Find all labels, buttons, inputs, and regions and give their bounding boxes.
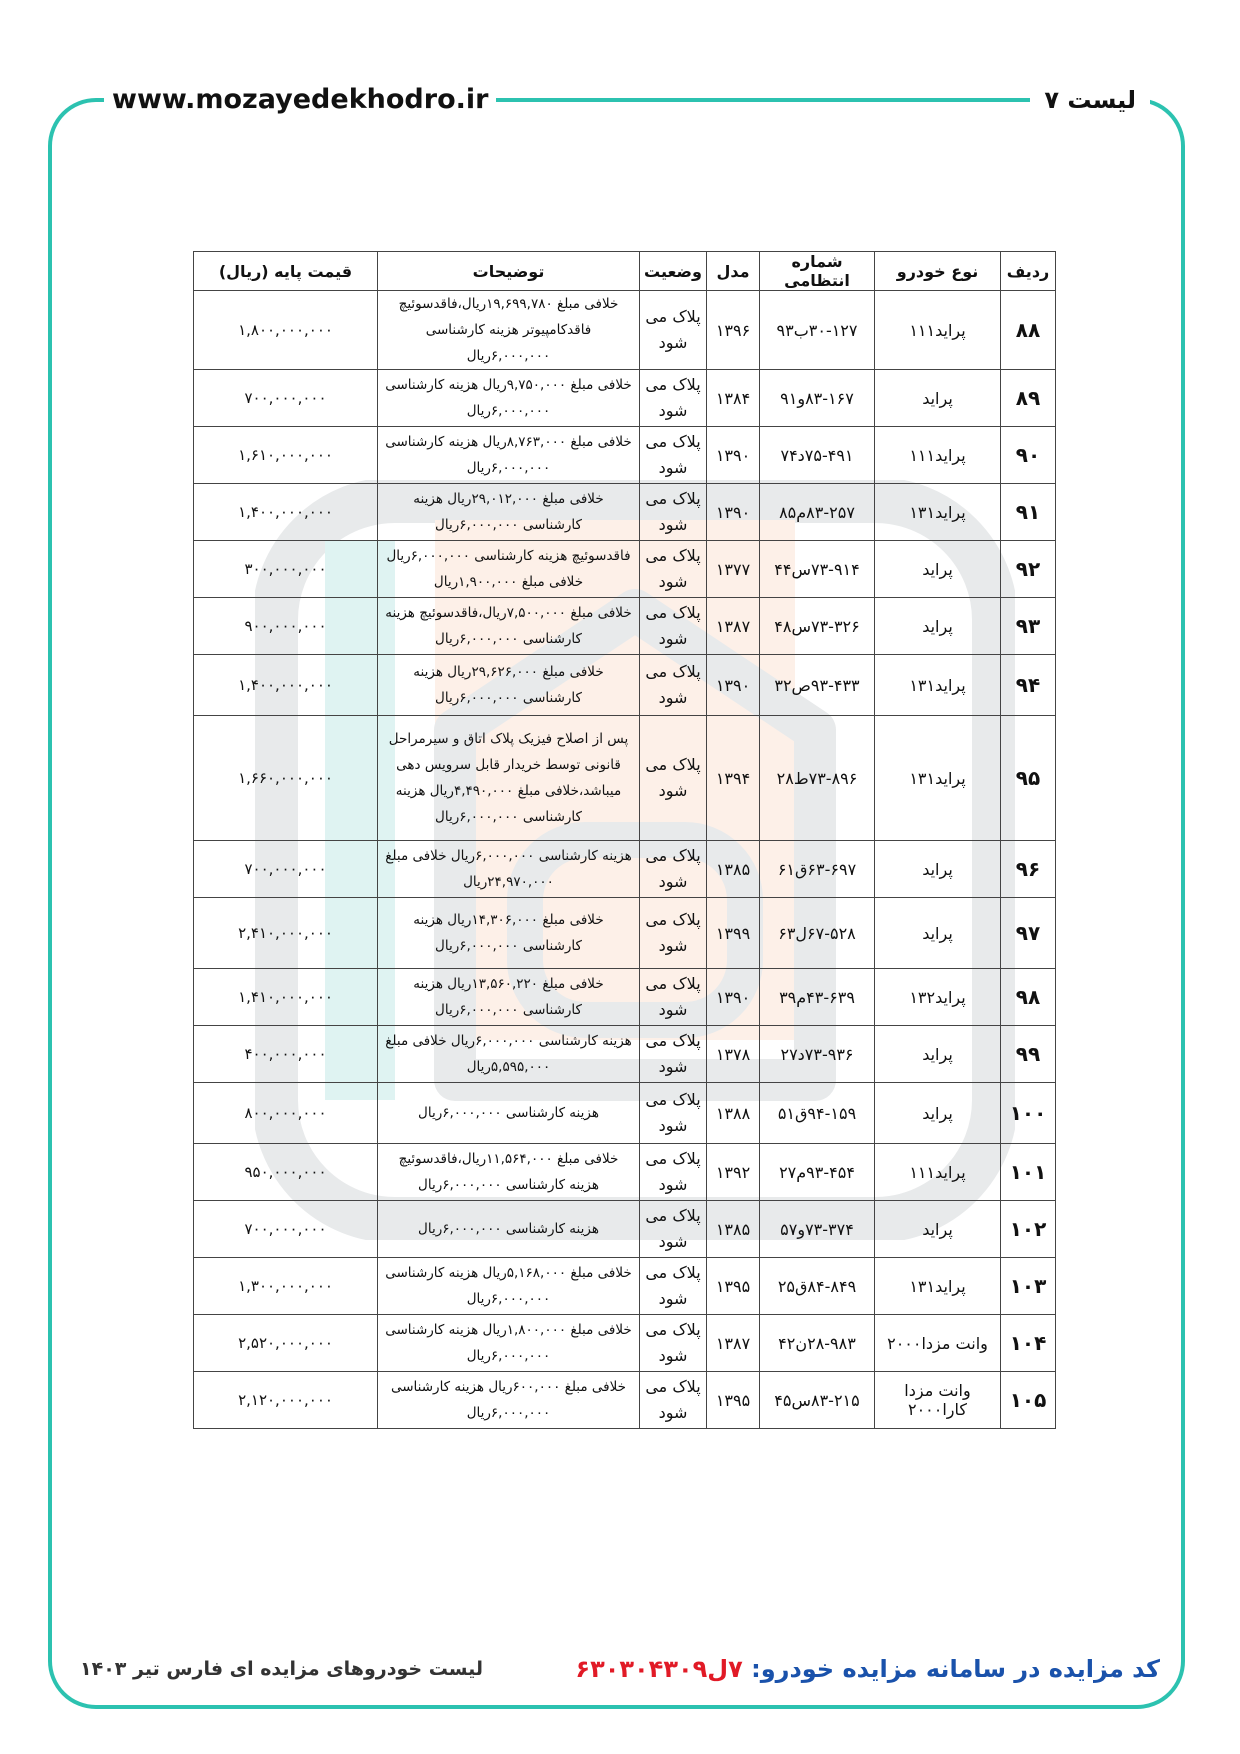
vehicle-type-cell: پراید	[875, 1201, 1001, 1258]
model-year-cell: ۱۳۹۵	[707, 1372, 760, 1429]
col-header-row-number: ردیف	[1001, 252, 1056, 291]
row-number-cell: ۹۹	[1001, 1026, 1056, 1083]
website-url[interactable]: www.mozayedekhodro.ir	[104, 80, 496, 120]
row-number-cell: ۹۴	[1001, 655, 1056, 716]
status-cell: پلاک می شود	[640, 969, 707, 1026]
base-price-cell: ۲,۵۲۰,۰۰۰,۰۰۰	[194, 1315, 378, 1372]
model-year-cell: ۱۳۹۴	[707, 716, 760, 841]
status-cell: پلاک می شود	[640, 541, 707, 598]
description-cell: هزینه کارشناسی ۶,۰۰۰,۰۰۰ریال	[378, 1083, 640, 1144]
table-row	[194, 655, 1056, 716]
table-row	[194, 541, 1056, 598]
row-number-cell: ۹۸	[1001, 969, 1056, 1026]
plate-number-cell: ۹۳-۴۵۴م۲۷	[760, 1144, 875, 1201]
vehicle-type-cell: پراید	[875, 370, 1001, 427]
table-row	[194, 898, 1056, 969]
status-cell: پلاک می شود	[640, 1258, 707, 1315]
status-cell: پلاک می شود	[640, 370, 707, 427]
vehicle-type-cell: پراید۱۳۱	[875, 1258, 1001, 1315]
table-row	[194, 291, 1056, 370]
description-cell: خلافی مبلغ ۲۹,۶۲۶,۰۰۰ریال هزینه کارشناسی ۶,۰۰۰,۰۰۰ریال	[378, 655, 640, 716]
vehicle-type-cell: پراید۱۳۲	[875, 969, 1001, 1026]
plate-number-cell: ۶۳-۶۹۷ق۶۱	[760, 841, 875, 898]
auction-code-value: ۷ل۶۳۰۳۰۴۳۰۹	[575, 1655, 743, 1683]
description-cell: هزینه کارشناسی ۶,۰۰۰,۰۰۰ریال خلافی مبلغ ۲۴,۹۷۰,۰۰۰ریال	[378, 841, 640, 898]
plate-number-cell: ۹۳-۴۳۳ص۳۲	[760, 655, 875, 716]
status-cell: پلاک می شود	[640, 898, 707, 969]
description-cell: خلافی مبلغ ۱۱,۵۶۴,۰۰۰ریال،فاقدسوئیچ هزینه کارشناسی ۶,۰۰۰,۰۰۰ریال	[378, 1144, 640, 1201]
table-header-row	[194, 252, 1056, 291]
table-row	[194, 598, 1056, 655]
status-cell: پلاک می شود	[640, 1372, 707, 1429]
vehicle-type-cell: پراید	[875, 1083, 1001, 1144]
base-price-cell: ۱,۶۶۰,۰۰۰,۰۰۰	[194, 716, 378, 841]
description-cell: هزینه کارشناسی ۶,۰۰۰,۰۰۰ریال خلافی مبلغ ۵,۵۹۵,۰۰۰ریال	[378, 1026, 640, 1083]
table-row	[194, 427, 1056, 484]
model-year-cell: ۱۳۸۷	[707, 1315, 760, 1372]
table-row	[194, 1083, 1056, 1144]
table-row	[194, 1201, 1056, 1258]
vehicle-type-cell: پراید۱۱۱	[875, 291, 1001, 370]
status-cell: پلاک می شود	[640, 1315, 707, 1372]
list-title: لیست خودروهای مزایده ای فارس تیر ۱۴۰۳	[80, 1658, 484, 1680]
row-number-cell: ۸۹	[1001, 370, 1056, 427]
base-price-cell: ۱,۴۰۰,۰۰۰,۰۰۰	[194, 655, 378, 716]
row-number-cell: ۸۸	[1001, 291, 1056, 370]
base-price-cell: ۱,۸۰۰,۰۰۰,۰۰۰	[194, 291, 378, 370]
list-number: لیست ۷	[1030, 80, 1150, 120]
model-year-cell: ۱۳۹۰	[707, 427, 760, 484]
model-year-cell: ۱۳۷۸	[707, 1026, 760, 1083]
base-price-cell: ۷۰۰,۰۰۰,۰۰۰	[194, 370, 378, 427]
table-row	[194, 716, 1056, 841]
plate-number-cell: ۲۸-۹۸۳ن۴۲	[760, 1315, 875, 1372]
status-cell: پلاک می شود	[640, 291, 707, 370]
vehicle-type-cell: پراید۱۳۱	[875, 655, 1001, 716]
table-row	[194, 1315, 1056, 1372]
plate-number-cell: ۷۳-۸۹۶ط۲۸	[760, 716, 875, 841]
status-cell: پلاک می شود	[640, 1026, 707, 1083]
base-price-cell: ۲,۱۲۰,۰۰۰,۰۰۰	[194, 1372, 378, 1429]
vehicle-type-cell: پراید	[875, 541, 1001, 598]
vehicle-type-cell: پراید	[875, 841, 1001, 898]
vehicle-type-cell: وانت مزدا۲۰۰۰	[875, 1315, 1001, 1372]
plate-number-cell: ۷۳-۹۱۴س۴۴	[760, 541, 875, 598]
row-number-cell: ۱۰۲	[1001, 1201, 1056, 1258]
vehicle-type-cell: پراید۱۱۱	[875, 427, 1001, 484]
col-header-vehicle-type: نوع خودرو	[875, 252, 1001, 291]
plate-number-cell: ۸۳-۲۵۷م۸۵	[760, 484, 875, 541]
row-number-cell: ۹۳	[1001, 598, 1056, 655]
plate-number-cell: ۹۴-۱۵۹ق۵۱	[760, 1083, 875, 1144]
description-cell: خلافی مبلغ ۹,۷۵۰,۰۰۰ریال هزینه کارشناسی ۶,۰۰۰,۰۰۰ریال	[378, 370, 640, 427]
description-cell: خلافی مبلغ ۸,۷۶۳,۰۰۰ریال هزینه کارشناسی ۶,۰۰۰,۰۰۰ریال	[378, 427, 640, 484]
col-header-plate-number: شماره انتظامی	[760, 252, 875, 291]
model-year-cell: ۱۳۸۵	[707, 841, 760, 898]
base-price-cell: ۱,۶۱۰,۰۰۰,۰۰۰	[194, 427, 378, 484]
description-cell: خلافی مبلغ ۵,۱۶۸,۰۰۰ریال هزینه کارشناسی ۶,۰۰۰,۰۰۰ریال	[378, 1258, 640, 1315]
description-cell: خلافی مبلغ ۷,۵۰۰,۰۰۰ریال،فاقدسوئیچ هزینه کارشناسی ۶,۰۰۰,۰۰۰ریال	[378, 598, 640, 655]
description-cell: هزینه کارشناسی ۶,۰۰۰,۰۰۰ریال	[378, 1201, 640, 1258]
description-cell: خلافی مبلغ ۱۴,۳۰۶,۰۰۰ریال هزینه کارشناسی ۶,۰۰۰,۰۰۰ریال	[378, 898, 640, 969]
col-header-description: توضیحات	[378, 252, 640, 291]
table-row	[194, 1026, 1056, 1083]
row-number-cell: ۹۶	[1001, 841, 1056, 898]
vehicle-type-cell: پراید۱۳۱	[875, 716, 1001, 841]
base-price-cell: ۷۰۰,۰۰۰,۰۰۰	[194, 1201, 378, 1258]
description-cell: خلافی مبلغ ۶۰۰,۰۰۰ریال هزینه کارشناسی ۶,۰۰۰,۰۰۰ریال	[378, 1372, 640, 1429]
status-cell: پلاک می شود	[640, 1144, 707, 1201]
base-price-cell: ۷۰۰,۰۰۰,۰۰۰	[194, 841, 378, 898]
row-number-cell: ۱۰۱	[1001, 1144, 1056, 1201]
base-price-cell: ۱,۴۱۰,۰۰۰,۰۰۰	[194, 969, 378, 1026]
row-number-cell: ۱۰۰	[1001, 1083, 1056, 1144]
model-year-cell: ۱۳۹۰	[707, 969, 760, 1026]
description-cell: خلافی مبلغ ۱۹,۶۹۹,۷۸۰ریال،فاقدسوئیچ فاقدکامپیوتر هزینه کارشناسی ۶,۰۰۰,۰۰۰ریال	[378, 291, 640, 370]
model-year-cell: ۱۳۹۹	[707, 898, 760, 969]
description-cell: پس از اصلاح فیزیک پلاک اتاق و سیرمراحل قانونی توسط خریدار قابل سرویس دهی میباشد،خلافی مبلغ ۴,۴۹۰,۰۰۰ریال هزینه کارشناسی ۶,۰۰۰,۰۰۰ریال	[378, 716, 640, 841]
model-year-cell: ۱۳۸۴	[707, 370, 760, 427]
description-cell: خلافی مبلغ ۱۳,۵۶۰,۲۲۰ریال هزینه کارشناسی ۶,۰۰۰,۰۰۰ریال	[378, 969, 640, 1026]
row-number-cell: ۹۷	[1001, 898, 1056, 969]
base-price-cell: ۱,۳۰۰,۰۰۰,۰۰۰	[194, 1258, 378, 1315]
auction-table	[193, 251, 1056, 1429]
base-price-cell: ۸۰۰,۰۰۰,۰۰۰	[194, 1083, 378, 1144]
plate-number-cell: ۴۳-۶۳۹م۳۹	[760, 969, 875, 1026]
model-year-cell: ۱۳۹۶	[707, 291, 760, 370]
description-cell: خلافی مبلغ ۱,۸۰۰,۰۰۰ریال هزینه کارشناسی ۶,۰۰۰,۰۰۰ریال	[378, 1315, 640, 1372]
row-number-cell: ۹۰	[1001, 427, 1056, 484]
plate-number-cell: ۷۵-۴۹۱د۷۴	[760, 427, 875, 484]
model-year-cell: ۱۳۷۷	[707, 541, 760, 598]
model-year-cell: ۱۳۹۲	[707, 1144, 760, 1201]
plate-number-cell: ۸۳-۱۶۷و۹۱	[760, 370, 875, 427]
col-header-status: وضعیت	[640, 252, 707, 291]
status-cell: پلاک می شود	[640, 598, 707, 655]
base-price-cell: ۲,۴۱۰,۰۰۰,۰۰۰	[194, 898, 378, 969]
model-year-cell: ۱۳۹۵	[707, 1258, 760, 1315]
plate-number-cell: ۷۳-۹۳۶د۲۷	[760, 1026, 875, 1083]
auction-code	[575, 1655, 1160, 1683]
plate-number-cell: ۸۴-۸۴۹ق۲۵	[760, 1258, 875, 1315]
vehicle-type-cell: پراید	[875, 898, 1001, 969]
status-cell: پلاک می شود	[640, 655, 707, 716]
vehicle-type-cell: پراید۱۱۱	[875, 1144, 1001, 1201]
model-year-cell: ۱۳۸۷	[707, 598, 760, 655]
status-cell: پلاک می شود	[640, 427, 707, 484]
row-number-cell: ۱۰۵	[1001, 1372, 1056, 1429]
vehicle-type-cell: پراید	[875, 598, 1001, 655]
row-number-cell: ۹۲	[1001, 541, 1056, 598]
status-cell: پلاک می شود	[640, 1083, 707, 1144]
status-cell: پلاک می شود	[640, 841, 707, 898]
row-number-cell: ۱۰۴	[1001, 1315, 1056, 1372]
base-price-cell: ۱,۴۰۰,۰۰۰,۰۰۰	[194, 484, 378, 541]
plate-number-cell: ۷۳-۳۲۶س۴۸	[760, 598, 875, 655]
table-row	[194, 969, 1056, 1026]
vehicle-type-cell: پراید۱۳۱	[875, 484, 1001, 541]
table-row	[194, 370, 1056, 427]
plate-number-cell: ۶۷-۵۲۸ل۶۳	[760, 898, 875, 969]
row-number-cell: ۱۰۳	[1001, 1258, 1056, 1315]
table-row	[194, 484, 1056, 541]
vehicle-type-cell: وانت مزدا کارا۲۰۰۰	[875, 1372, 1001, 1429]
model-year-cell: ۱۳۹۰	[707, 484, 760, 541]
description-cell: فاقدسوئیچ هزینه کارشناسی ۶,۰۰۰,۰۰۰ریال خلافی مبلغ ۱,۹۰۰,۰۰۰ریال	[378, 541, 640, 598]
table-row	[194, 1258, 1056, 1315]
model-year-cell: ۱۳۸۸	[707, 1083, 760, 1144]
plate-number-cell: ۷۳-۳۷۴و۵۷	[760, 1201, 875, 1258]
row-number-cell: ۹۵	[1001, 716, 1056, 841]
base-price-cell: ۹۰۰,۰۰۰,۰۰۰	[194, 598, 378, 655]
model-year-cell: ۱۳۸۵	[707, 1201, 760, 1258]
status-cell: پلاک می شود	[640, 1201, 707, 1258]
base-price-cell: ۹۵۰,۰۰۰,۰۰۰	[194, 1144, 378, 1201]
row-number-cell: ۹۱	[1001, 484, 1056, 541]
base-price-cell: ۴۰۰,۰۰۰,۰۰۰	[194, 1026, 378, 1083]
table-row	[194, 841, 1056, 898]
col-header-model: مدل	[707, 252, 760, 291]
table-row	[194, 1372, 1056, 1429]
plate-number-cell: ۳۰-۱۲۷ب۹۳	[760, 291, 875, 370]
description-cell: خلافی مبلغ ۲۹,۰۱۲,۰۰۰ریال هزینه کارشناسی ۶,۰۰۰,۰۰۰ریال	[378, 484, 640, 541]
vehicle-type-cell: پراید	[875, 1026, 1001, 1083]
base-price-cell: ۳۰۰,۰۰۰,۰۰۰	[194, 541, 378, 598]
auction-code-label: کد مزایده در سامانه مزایده خودرو:	[751, 1655, 1160, 1683]
status-cell: پلاک می شود	[640, 484, 707, 541]
plate-number-cell: ۸۳-۲۱۵س۴۵	[760, 1372, 875, 1429]
status-cell: پلاک می شود	[640, 716, 707, 841]
table-row	[194, 1144, 1056, 1201]
col-header-base-price: قیمت پایه (ریال)	[194, 252, 378, 291]
model-year-cell: ۱۳۹۰	[707, 655, 760, 716]
